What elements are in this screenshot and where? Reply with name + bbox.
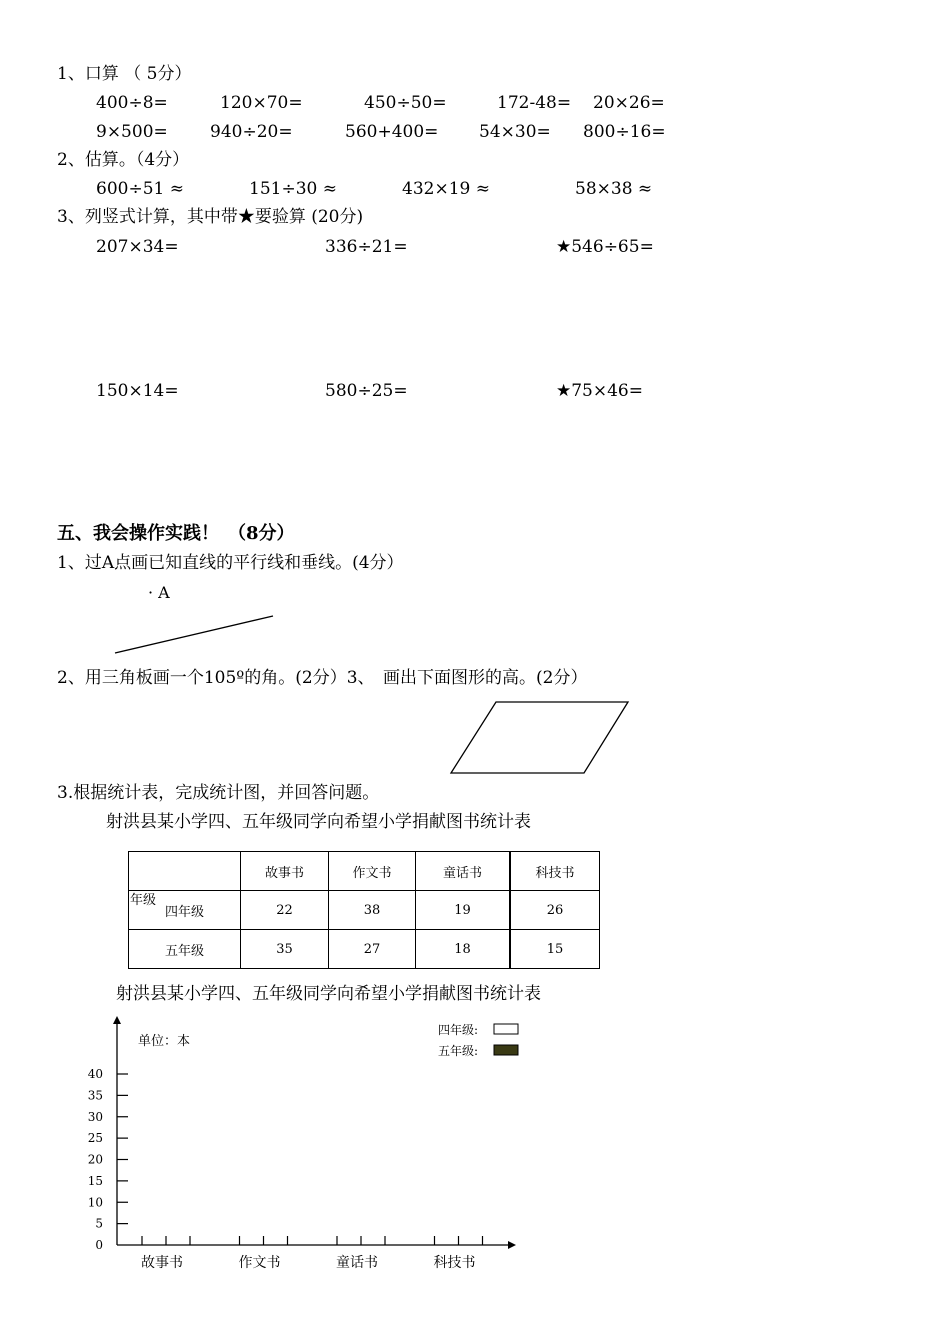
y-axis-arrow: [113, 1016, 121, 1024]
table-header: 作文书: [329, 852, 416, 891]
q1-item: 800÷16=: [583, 122, 666, 142]
y-tick-label: 20: [87, 1152, 103, 1167]
q3-item: ★546÷65=: [556, 237, 654, 257]
q2-item: 151÷30 ≈: [249, 179, 337, 199]
q1-title: 1、口算 （ 5分）: [57, 64, 192, 84]
q3-item: 336÷21=: [325, 237, 408, 257]
y-tick-label: 5: [95, 1216, 103, 1231]
legend-swatch: [494, 1045, 518, 1055]
table-cell: 27: [329, 930, 416, 969]
s5-q2-text: 2、用三角板画一个105º的角。(2分）3、 画出下面图形的高。(2分）: [57, 668, 588, 688]
x-category-label: 科技书: [433, 1255, 476, 1271]
table-cell: 15: [510, 930, 600, 969]
table-header: 科技书: [510, 852, 600, 891]
x-category-label: 童话书: [336, 1255, 378, 1271]
q1-item: 9×500=: [96, 122, 168, 142]
q3-title: 3、列竖式计算，其中带★要验算 (20分): [57, 207, 364, 227]
q3-item: 150×14=: [96, 381, 179, 401]
table-cell: 35: [241, 930, 329, 969]
point-a-label: · A: [148, 583, 170, 602]
legend-label: 四年级:: [438, 1023, 479, 1037]
table-cell: 38: [329, 891, 416, 930]
table-row-label: 五年级: [129, 930, 241, 969]
q1-item: 400÷8=: [96, 93, 168, 113]
q1-item: 172-48=: [497, 93, 572, 113]
s5-q3-text: 3.根据统计表，完成统计图，并回答问题。: [57, 783, 380, 803]
q1-item: 20×26=: [593, 93, 665, 113]
q1-item: 450÷50=: [364, 93, 447, 113]
table-cell: 26: [510, 891, 600, 930]
q1-item: 54×30=: [479, 122, 551, 142]
x-category-label: 作文书: [238, 1255, 281, 1271]
q2-item: 600÷51 ≈: [96, 179, 184, 199]
legend-swatch: [494, 1024, 518, 1034]
q1-item: 120×70=: [220, 93, 303, 113]
x-axis-arrow: [508, 1241, 516, 1249]
section5-title: 五、我会操作实践！ （8分）: [57, 523, 295, 544]
q2-item: 58×38 ≈: [575, 179, 653, 199]
q2-title: 2、估算。（4分）: [57, 150, 190, 170]
y-tick-label: 25: [87, 1131, 103, 1146]
y-tick-label: 30: [87, 1109, 103, 1124]
table-cell: 18: [416, 930, 511, 969]
y-tick-label: 0: [95, 1238, 103, 1252]
chart-title: 射洪县某小学四、五年级同学向希望小学捐献图书统计表: [116, 984, 541, 1004]
q1-item: 940÷20=: [210, 122, 293, 142]
x-category-label: 故事书: [141, 1255, 183, 1271]
q2-item: 432×19 ≈: [402, 179, 490, 199]
table-row-label-text: 四年级: [164, 904, 204, 920]
y-tick-label: 35: [87, 1088, 103, 1103]
q3-item: 580÷25=: [325, 381, 408, 401]
y-tick-label: 15: [87, 1173, 103, 1188]
y-tick-label: 40: [87, 1067, 103, 1081]
q3-item: ★75×46=: [556, 381, 643, 401]
table-cell: 19: [416, 891, 511, 930]
legend-label: 五年级:: [438, 1044, 479, 1058]
table-corner-label: 年级: [130, 893, 157, 908]
table-header: 童话书: [416, 852, 511, 891]
y-tick-label: 10: [87, 1195, 103, 1210]
q1-item: 560+400=: [345, 122, 439, 142]
q3-item: 207×34=: [96, 237, 179, 257]
table-cell: 22: [241, 891, 329, 930]
table-header: 故事书: [241, 852, 329, 891]
unit-label: 单位：本: [138, 1034, 191, 1049]
s5-q1-text: 1、过A点画已知直线的平行线和垂线。(4分）: [57, 553, 404, 573]
table-title: 射洪县某小学四、五年级同学向希望小学捐献图书统计表: [106, 812, 531, 832]
